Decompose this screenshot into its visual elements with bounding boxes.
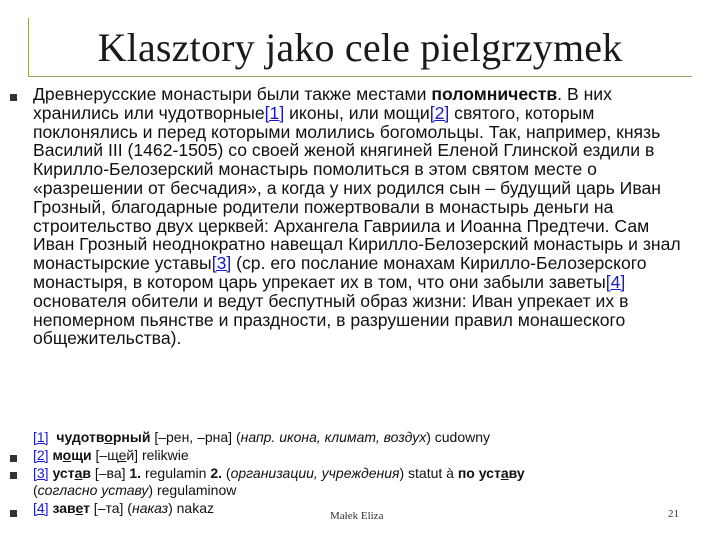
footnote-4: [4] завет [–та] (наказ) nakaz bbox=[33, 500, 214, 516]
footnote-3: [3] устав [–ва] 1. regulamin 2. (организации, учреждения) statut à по уставу (согласно уставу) regulaminow bbox=[33, 465, 525, 498]
paragraph-text: (ср. его послание монахам Кирилло-Белозерского монастыря, в котором царь упрекает их в том, что они забыли заветы bbox=[33, 253, 647, 292]
footnote-1: [1] чудотворный [–рен, –рна] (напр. икона, климат, воздух) cudowny bbox=[33, 429, 491, 445]
footnote-word: мощи bbox=[52, 447, 92, 463]
page-number: 21 bbox=[668, 508, 679, 520]
paragraph-text: . В них хранились или чудотворные bbox=[33, 84, 612, 123]
footnote-2: [2] мощи [–щей] relikwie bbox=[33, 447, 189, 463]
paragraph-text: святого, которым поклонялись и перед которыми молились богомольцы. Так, например, князь Василий III (1462-1505) со своей женой княгиней Еленой Глинской ездили в Кирилло-Белозерский монастырь помолиться в этом святом месте о «разрешении от бесчадия», а когда у них родился сын – будущий царь Иван Грозный, благодарные родители пожертвовали в монастырь деньги на строительство двух церквей: Архангела Гавриила и Иоанна Предтечи. Сам Иван Грозный неоднократно навещал Кирилло-Белозерский монастырь и знал монастырские уставы bbox=[33, 102, 681, 274]
footnote-ref[interactable]: [1] bbox=[33, 429, 49, 445]
footnote-link-4[interactable]: [4] bbox=[605, 271, 626, 292]
footnote-word: завет bbox=[52, 500, 90, 516]
footnote-link-2[interactable]: [2] bbox=[429, 102, 450, 123]
slide-title: Klasztory jako cele pielgrzymek bbox=[97, 25, 623, 70]
paragraph-text: иконы, или мощи bbox=[284, 102, 430, 123]
footnote-link-1[interactable]: [1] bbox=[264, 102, 285, 123]
footnote-word: чудотворный bbox=[56, 429, 151, 445]
paragraph-bold-term: поломничеств bbox=[431, 84, 558, 104]
footnote-word: устав bbox=[52, 465, 91, 481]
bullet bbox=[10, 94, 17, 101]
footer-author: Małek Eliza bbox=[330, 510, 384, 522]
title-underline bbox=[28, 76, 692, 77]
bullet bbox=[10, 472, 17, 479]
paragraph-text: Древнерусские монастыри были также местами bbox=[33, 84, 432, 104]
footnote-link-3[interactable]: [3] bbox=[211, 253, 232, 274]
footnote-ref[interactable]: [3] bbox=[33, 465, 49, 481]
bullet bbox=[10, 510, 17, 517]
paragraph-text: основателя обители и ведут беспутный образ жизни: Иван упрекает их в непомерном пьянстве и праздности, в разрушении правил монашеского общежительства). bbox=[33, 290, 629, 349]
footnote-ref[interactable]: [4] bbox=[33, 500, 49, 516]
bullet bbox=[10, 455, 17, 462]
footnote-ref[interactable]: [2] bbox=[33, 447, 49, 463]
main-paragraph bbox=[33, 85, 683, 348]
